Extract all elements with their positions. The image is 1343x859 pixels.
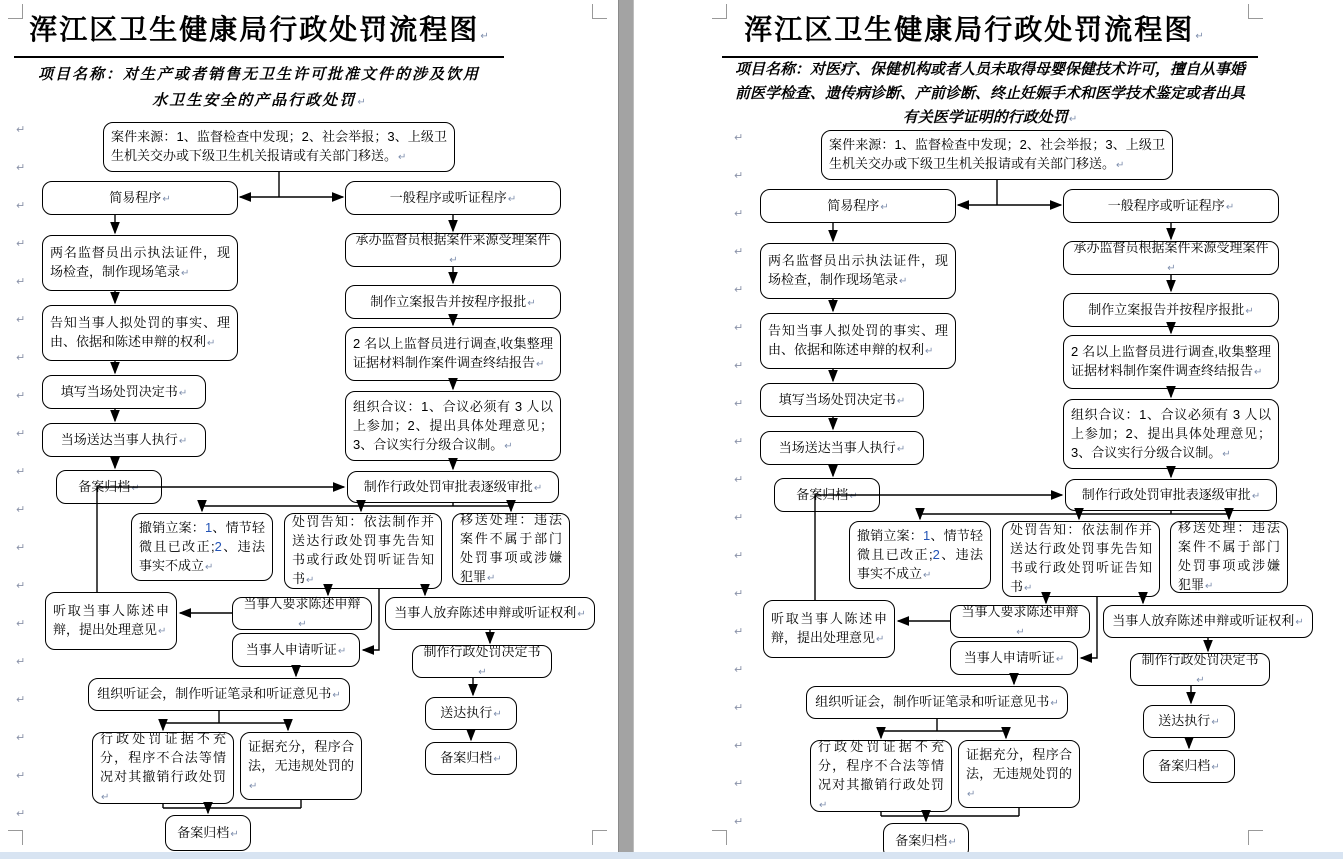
flow-node-body <box>1138 650 1262 690</box>
paragraph-mark-icon: ↵ <box>487 573 496 584</box>
flow-node-text: 当事人放弃陈述申辩或听证权利 <box>394 605 577 620</box>
flow-node-fill-decision[interactable] <box>42 375 206 409</box>
page-gap-divider <box>618 0 634 852</box>
flow-node-text: 备案归档 <box>78 478 131 494</box>
flow-node-body <box>393 603 587 624</box>
flow-node-source[interactable] <box>821 130 1173 180</box>
paragraph-mark-icon: ↵ <box>896 443 906 455</box>
flow-node-inform[interactable] <box>42 305 238 361</box>
flow-node-text: 组织听证会，制作听证笔录和听证意见书 <box>97 686 332 701</box>
paragraph-mark-icon: ↵ <box>493 754 502 765</box>
paragraph-mark-icon: ↵ <box>734 169 744 182</box>
paragraph-mark-icon: ↵ <box>205 561 214 573</box>
flow-node-request-statement[interactable] <box>232 597 372 630</box>
paragraph-mark-icon: ↵ <box>734 131 744 144</box>
flow-node-hearing-meeting[interactable] <box>806 686 1068 719</box>
paragraph-mark-icon: ↵ <box>734 473 744 486</box>
paragraph-mark-icon: ↵ <box>734 321 744 334</box>
document-page-1[interactable] <box>0 0 618 852</box>
flow-node-body <box>353 292 553 313</box>
flow-node-simple[interactable] <box>760 189 956 223</box>
flow-node-text: 移送处理：违法案件不属于部门处罚事项或涉嫌犯罪 <box>1178 520 1280 592</box>
flow-node-text: 备案归档 <box>796 486 849 502</box>
flow-node-body <box>248 737 354 796</box>
flow-node-highlight-digit: 1 <box>922 527 931 543</box>
paragraph-mark-icon: ↵ <box>734 587 744 600</box>
paragraph-mark-icon: ↵ <box>1195 31 1204 42</box>
project-name <box>720 58 1260 132</box>
flow-node-text: 两名监督员出示执法证件，现场检查，制作现场笔录 <box>768 253 948 287</box>
flow-node-text: 制作立案报告并按程序报批 <box>370 293 527 309</box>
flow-node-general[interactable] <box>345 181 561 215</box>
paragraph-mark-icon: ↵ <box>899 276 908 287</box>
flow-node-make-decision[interactable] <box>412 645 552 678</box>
text-boundary-mark <box>712 4 727 19</box>
paragraph-mark-icon: ↵ <box>16 237 26 250</box>
flow-node-investigate[interactable] <box>345 327 561 381</box>
text-boundary-mark <box>1248 830 1263 845</box>
flow-node-waive[interactable] <box>385 597 595 630</box>
flow-node-text: 两名监督员出示执法证件，现场检查，制作现场笔录 <box>50 245 230 279</box>
paragraph-mark-icon: ↵ <box>527 297 536 309</box>
flow-node-body <box>1010 520 1152 598</box>
flow-node-body <box>53 601 169 641</box>
flow-node-notice[interactable] <box>1002 521 1160 597</box>
flow-node-body <box>829 135 1165 175</box>
paragraph-mark-icon: ↵ <box>734 701 744 714</box>
paragraph-mark-icon: ↵ <box>16 769 26 782</box>
paragraph-mark-icon: ↵ <box>948 836 957 848</box>
paragraph-mark-icon: ↵ <box>16 807 26 820</box>
flow-node-body <box>420 642 544 682</box>
paragraph-mark-icon: ↵ <box>734 207 744 220</box>
flow-node-show-id[interactable] <box>760 243 956 299</box>
paragraph-mark-icon: ↵ <box>249 780 258 792</box>
flow-node-body <box>1071 238 1271 278</box>
paragraph-mark-icon: ↵ <box>1211 762 1220 773</box>
flow-node-body <box>292 512 434 590</box>
flow-node-body <box>958 602 1082 642</box>
flow-node-body <box>355 477 551 498</box>
flow-node-body <box>433 748 509 769</box>
flow-node-listen[interactable] <box>45 592 177 650</box>
paragraph-mark-icon: ↵ <box>16 389 26 402</box>
flow-node-hearing-meeting[interactable] <box>88 678 350 711</box>
flow-node-text: 告知当事人拟处罚的事实、理由、依据和陈述申辩的权利 <box>768 323 948 357</box>
flow-node-revoke[interactable] <box>849 521 991 589</box>
flow-node-text: 2 名以上监督员进行调查,收集整理证据材料制作案件调查终结报告 <box>1071 344 1271 378</box>
paragraph-mark-icon: ↵ <box>1116 160 1125 171</box>
flow-node-approve[interactable] <box>347 471 559 503</box>
paragraph-mark-icon: ↵ <box>16 617 26 630</box>
flow-node-text: 、违法事实不成立 <box>139 538 265 573</box>
flow-node-body <box>768 251 948 291</box>
flow-node-deliver-onsite[interactable] <box>42 423 206 457</box>
text-boundary-mark <box>592 830 607 845</box>
flow-node-request-hearing[interactable] <box>232 633 360 667</box>
flow-node-text: 当场送达当事人执行 <box>778 439 896 455</box>
flow-node-text: 案件来源：1、监督检查中发现；2、社会举报；3、上级卫生机关交办或下级卫生机关报请或有关部门移送。 <box>829 137 1165 171</box>
paragraph-mark-icon: ↵ <box>734 283 744 296</box>
paragraph-mark-icon: ↵ <box>819 800 828 811</box>
paragraph-mark-icon: ↵ <box>230 828 239 840</box>
flow-node-accept[interactable] <box>1063 241 1279 275</box>
flow-node-archive-right[interactable] <box>1143 750 1235 783</box>
project-name <box>9 62 509 116</box>
paragraph-mark-icon: ↵ <box>734 359 744 372</box>
paragraph-mark-icon: ↵ <box>880 201 889 213</box>
paragraph-mark-icon: ↵ <box>16 161 26 174</box>
flow-node-text: 组织合议：1、合议必须有 3 人以上参加；2、提出具体处理意见；3、合议实行分级合议制。 <box>1071 406 1271 460</box>
flow-node-body <box>891 831 961 852</box>
paragraph-mark-icon: ↵ <box>504 440 513 452</box>
paragraph-mark-icon: ↵ <box>734 397 744 410</box>
paragraph-mark-icon: ↵ <box>16 199 26 212</box>
flow-node-inform[interactable] <box>760 313 956 369</box>
paragraph-mark-icon: ↵ <box>1068 114 1078 125</box>
flow-node-accept[interactable] <box>345 233 561 267</box>
flow-node-deliver-exec[interactable] <box>1143 705 1235 738</box>
text-boundary-mark <box>8 4 23 19</box>
paragraph-mark-icon: ↵ <box>16 541 26 554</box>
flow-node-text: 一般程序或听证程序 <box>1107 197 1225 213</box>
flow-node-panel[interactable] <box>345 391 561 461</box>
flow-node-body <box>240 640 352 661</box>
flow-node-sufficient[interactable] <box>240 732 362 800</box>
paragraph-mark-icon: ↵ <box>1251 490 1261 502</box>
paragraph-mark-icon: ↵ <box>1222 448 1231 460</box>
page-title <box>694 8 1254 59</box>
paragraph-mark-icon: ↵ <box>332 690 341 701</box>
paragraph-mark-icon: ↵ <box>1016 626 1025 638</box>
flow-node-text: 承办监督员根据案件来源受理案件 <box>1073 240 1269 255</box>
flow-node-body <box>857 526 983 585</box>
flow-node-highlight-digit: 2 <box>932 546 940 562</box>
paragraph-mark-icon: ↵ <box>1196 674 1205 686</box>
flow-node-file-report[interactable] <box>1063 293 1279 327</box>
paragraph-mark-icon: ↵ <box>734 625 744 638</box>
flow-node-body <box>64 477 154 498</box>
paragraph-mark-icon: ↵ <box>16 731 26 744</box>
flow-node-body <box>50 382 198 403</box>
flow-node-body <box>958 648 1070 669</box>
flow-node-text: 简易程序 <box>827 197 880 213</box>
title-divider <box>14 56 504 58</box>
flow-node-insufficient[interactable] <box>810 740 952 812</box>
flow-node-panel[interactable] <box>1063 399 1279 469</box>
flow-node-simple[interactable] <box>42 181 238 215</box>
flow-node-text: 听取当事人陈述申辩，提出处理意见 <box>771 611 887 645</box>
flow-node-text: 制作行政处罚审批表逐级审批 <box>1081 486 1251 502</box>
flow-node-text: 行政处罚证据不充分，程序不合法等情况对其撤销行政处罚 <box>100 731 226 784</box>
paragraph-mark-icon: ↵ <box>16 465 26 478</box>
text-boundary-mark <box>592 4 607 19</box>
flow-node-body <box>1071 196 1271 217</box>
text-boundary-mark <box>712 830 727 845</box>
flow-node-approve[interactable] <box>1065 479 1277 511</box>
paragraph-mark-icon: ↵ <box>357 97 366 108</box>
flow-node-body <box>96 684 342 705</box>
project-name-line: 有关医学证明的行政处罚 <box>902 110 1068 126</box>
flow-node-make-decision[interactable] <box>1130 653 1270 686</box>
flow-node-body <box>1151 711 1227 732</box>
flow-node-text: 、情节轻微且已改正; <box>139 519 265 554</box>
flow-node-highlight-digit: 1 <box>204 519 213 535</box>
paragraph-mark-icon: ↵ <box>178 435 188 447</box>
flow-node-body <box>966 745 1072 804</box>
flow-node-body <box>50 430 198 451</box>
paragraph-mark-icon: ↵ <box>16 313 26 326</box>
flow-node-text: 备案归档 <box>895 832 948 848</box>
flow-node-body <box>100 729 226 807</box>
flow-node-text: 当事人放弃陈述申辩或听证权利 <box>1112 613 1295 628</box>
flow-node-insufficient[interactable] <box>92 732 234 804</box>
flow-node-request-hearing[interactable] <box>950 641 1078 675</box>
paragraph-mark-icon: ↵ <box>16 693 26 706</box>
paragraph-mark-icon: ↵ <box>734 245 744 258</box>
page-title-text: 浑江区卫生健康局行政处罚流程图 <box>744 14 1195 45</box>
flow-node-body <box>768 321 948 361</box>
document-page-2[interactable] <box>634 0 1343 852</box>
paragraph-mark-icon: ↵ <box>1055 653 1065 665</box>
paragraph-mark-icon: ↵ <box>1254 367 1263 378</box>
flow-node-archive-right[interactable] <box>425 742 517 775</box>
flow-node-text: 备案归档 <box>1158 758 1211 773</box>
paragraph-mark-icon: ↵ <box>533 482 543 494</box>
flow-node-fill-decision[interactable] <box>760 383 924 417</box>
paragraph-mark-icon: ↵ <box>398 152 407 163</box>
flow-node-sufficient[interactable] <box>958 740 1080 808</box>
paragraph-mark-icon: ↵ <box>734 549 744 562</box>
paragraph-mark-icon: ↵ <box>1245 305 1254 317</box>
project-name-line: 项目名称：对医疗、保健机构或者人员未取得母婴保健技术许可，擅自从事婚 <box>734 62 1245 78</box>
paragraph-mark-icon: ↵ <box>925 346 934 357</box>
paragraph-mark-icon: ↵ <box>896 395 906 407</box>
paragraph-mark-icon: ↵ <box>16 123 26 136</box>
paragraph-mark-icon: ↵ <box>16 655 26 668</box>
flow-node-archive-simple[interactable] <box>774 478 880 512</box>
project-name-line: 项目名称：对生产或者销售无卫生许可批准文件的涉及饮用 <box>37 67 480 83</box>
flow-node-text: 证据充分，程序合法，无违规处罚的 <box>248 738 354 773</box>
project-name-line: 前医学检查、遗传病诊断、产前诊断、终止妊娠手术和医学技术鉴定或者出具 <box>734 86 1245 102</box>
flow-node-deliver-exec[interactable] <box>425 697 517 730</box>
paragraph-mark-icon: ↵ <box>876 634 885 645</box>
flow-node-body <box>1071 342 1271 382</box>
text-boundary-mark <box>1248 4 1263 19</box>
paragraph-mark-icon: ↵ <box>101 792 110 803</box>
flow-node-text: 组织合议：1、合议必须有 3 人以上参加；2、提出具体处理意见；3、合议实行分级合议制。 <box>353 398 553 452</box>
flow-node-body <box>1178 518 1280 596</box>
flow-node-text: 制作行政处罚审批表逐级审批 <box>363 478 533 494</box>
paragraph-mark-icon: ↵ <box>298 618 307 630</box>
flow-node-body <box>111 127 447 167</box>
flow-node-transfer[interactable] <box>1170 521 1288 593</box>
flow-node-text: 听取当事人陈述申辩，提出处理意见 <box>53 603 169 637</box>
paragraph-mark-icon: ↵ <box>734 435 744 448</box>
flow-node-body <box>173 823 243 844</box>
flow-node-text: 一般程序或听证程序 <box>389 189 507 205</box>
flow-node-text: 告知当事人拟处罚的事实、理由、依据和陈述申辩的权利 <box>50 315 230 349</box>
flow-node-request-statement[interactable] <box>950 605 1090 638</box>
paragraph-mark-icon: ↵ <box>207 338 216 349</box>
flow-node-body <box>240 594 364 634</box>
flow-node-investigate[interactable] <box>1063 335 1279 389</box>
flow-node-text: 制作行政处罚决定书 <box>1141 651 1259 667</box>
text-boundary-mark <box>8 830 23 845</box>
page-title-text: 浑江区卫生健康局行政处罚流程图 <box>29 14 480 45</box>
flow-node-text: 、情节轻微且已改正; <box>857 527 983 562</box>
paragraph-mark-icon: ↵ <box>577 609 586 620</box>
flow-node-body <box>353 397 553 456</box>
flow-node-body <box>50 188 230 209</box>
paragraph-mark-icon: ↵ <box>449 255 458 266</box>
flow-node-text: 填写当场处罚决定书 <box>60 383 178 399</box>
flow-node-text: 当事人要求陈述申辩 <box>961 603 1079 619</box>
flow-node-body <box>782 485 872 506</box>
flow-node-body <box>768 196 948 217</box>
flow-node-body <box>1111 611 1305 632</box>
flow-node-body <box>1071 300 1271 321</box>
paragraph-mark-icon: ↵ <box>131 482 140 494</box>
paragraph-mark-icon: ↵ <box>493 709 502 720</box>
flow-node-body <box>433 703 509 724</box>
paragraph-mark-icon: ↵ <box>734 815 744 828</box>
paragraph-mark-icon: ↵ <box>16 351 26 364</box>
flow-node-body <box>139 518 265 577</box>
flow-node-text: 2 名以上监督员进行调查,收集整理证据材料制作案件调查终结报告 <box>353 336 553 370</box>
paragraph-mark-icon: ↵ <box>16 427 26 440</box>
paragraph-mark-icon: ↵ <box>337 645 347 657</box>
project-name-line: 水卫生安全的产品行政处罚 <box>152 93 357 109</box>
paragraph-mark-icon: ↵ <box>1295 617 1304 628</box>
flow-node-text: 证据充分，程序合法，无违规处罚的 <box>966 746 1072 781</box>
paragraph-mark-icon: ↵ <box>734 739 744 752</box>
flow-node-body <box>771 609 887 649</box>
flow-node-text: 组织听证会，制作听证笔录和听证意见书 <box>815 694 1050 709</box>
flow-node-body <box>50 243 230 283</box>
flow-node-text: 承办监督员根据案件来源受理案件 <box>355 232 551 247</box>
paragraph-mark-icon: ↵ <box>734 777 744 790</box>
paragraph-mark-icon: ↵ <box>967 788 976 800</box>
page-title <box>14 8 504 59</box>
bottom-scroll-strip[interactable] <box>0 852 1343 859</box>
paragraph-mark-icon: ↵ <box>158 626 167 637</box>
paragraph-mark-icon: ↵ <box>162 193 171 205</box>
flow-node-notice[interactable] <box>284 513 442 589</box>
flow-node-transfer[interactable] <box>452 513 570 585</box>
flow-node-archive-simple[interactable] <box>56 470 162 504</box>
flow-node-text: 填写当场处罚决定书 <box>778 391 896 407</box>
flow-node-body <box>50 313 230 353</box>
flow-node-text: 制作立案报告并按程序报批 <box>1088 301 1245 317</box>
paragraph-mark-icon: ↵ <box>1050 698 1059 709</box>
flow-node-text: 送达执行 <box>440 705 493 720</box>
flow-node-text: 当事人申请听证 <box>245 641 337 657</box>
flow-node-text: 送达执行 <box>1158 713 1211 728</box>
paragraph-mark-icon: ↵ <box>923 569 932 581</box>
flow-node-revoke[interactable] <box>131 513 273 581</box>
flow-node-file-report[interactable] <box>345 285 561 319</box>
paragraph-mark-icon: ↵ <box>480 31 489 42</box>
paragraph-mark-icon: ↵ <box>16 275 26 288</box>
flow-node-text: 制作行政处罚决定书 <box>423 643 541 659</box>
flow-node-text: 处罚告知：依法制作并送达行政处罚事先告知书或行政处罚听证告知书 <box>1010 522 1152 594</box>
flow-node-body <box>768 390 916 411</box>
flow-node-source[interactable] <box>103 122 455 172</box>
flow-node-body <box>1073 485 1269 506</box>
paragraph-mark-icon: ↵ <box>1225 201 1235 213</box>
flow-node-listen[interactable] <box>763 600 895 658</box>
flow-node-text: 备案归档 <box>440 750 493 765</box>
paragraph-mark-icon: ↵ <box>849 490 858 502</box>
flow-node-deliver-onsite[interactable] <box>760 431 924 465</box>
paragraph-mark-icon: ↵ <box>1211 717 1220 728</box>
flow-node-body <box>1151 756 1227 777</box>
flow-node-body <box>353 230 553 270</box>
flow-node-highlight-digit: 2 <box>214 538 222 554</box>
flow-node-text: 当事人申请听证 <box>963 649 1055 665</box>
flow-node-body <box>1071 405 1271 464</box>
paragraph-mark-icon: ↵ <box>1024 583 1033 594</box>
flow-node-body <box>768 438 916 459</box>
paragraph-mark-icon: ↵ <box>306 575 315 586</box>
flow-node-text: 移送处理：违法案件不属于部门处罚事项或涉嫌犯罪 <box>460 512 562 584</box>
paragraph-mark-icon: ↵ <box>181 268 190 279</box>
flow-node-body <box>818 737 944 815</box>
flow-node-text: 备案归档 <box>177 824 230 840</box>
flow-node-body <box>814 692 1060 713</box>
flow-node-text: 当事人要求陈述申辩 <box>243 595 361 611</box>
paragraph-mark-icon: ↵ <box>734 663 744 676</box>
flow-node-general[interactable] <box>1063 189 1279 223</box>
flow-node-waive[interactable] <box>1103 605 1313 638</box>
paragraph-mark-icon: ↵ <box>16 579 26 592</box>
flow-node-text: 当场送达当事人执行 <box>60 431 178 447</box>
paragraph-mark-icon: ↵ <box>178 387 188 399</box>
flow-node-body <box>353 188 553 209</box>
flow-node-text: 行政处罚证据不充分，程序不合法等情况对其撤销行政处罚 <box>818 739 944 792</box>
paragraph-mark-icon: ↵ <box>734 511 744 524</box>
paragraph-mark-icon: ↵ <box>1167 263 1176 274</box>
flow-node-text: 撤销立案： <box>139 519 205 535</box>
paragraph-mark-icon: ↵ <box>507 193 517 205</box>
paragraph-mark-icon: ↵ <box>536 359 545 370</box>
flow-node-body <box>353 334 553 374</box>
paragraph-mark-icon: ↵ <box>478 666 487 678</box>
paragraph-mark-icon: ↵ <box>1205 581 1214 592</box>
flow-node-text: 撤销立案： <box>857 527 923 543</box>
flow-node-show-id[interactable] <box>42 235 238 291</box>
flow-node-text: 案件来源：1、监督检查中发现；2、社会举报；3、上级卫生机关交办或下级卫生机关报请或有关部门移送。 <box>111 129 447 163</box>
paragraph-mark-icon: ↵ <box>16 503 26 516</box>
flow-node-text: 简易程序 <box>109 189 162 205</box>
flow-node-text: 处罚告知：依法制作并送达行政处罚事先告知书或行政处罚听证告知书 <box>292 514 434 586</box>
flow-node-body <box>460 510 562 588</box>
flow-node-archive-bottom[interactable] <box>165 815 251 851</box>
flow-node-text: 、违法事实不成立 <box>857 546 983 581</box>
